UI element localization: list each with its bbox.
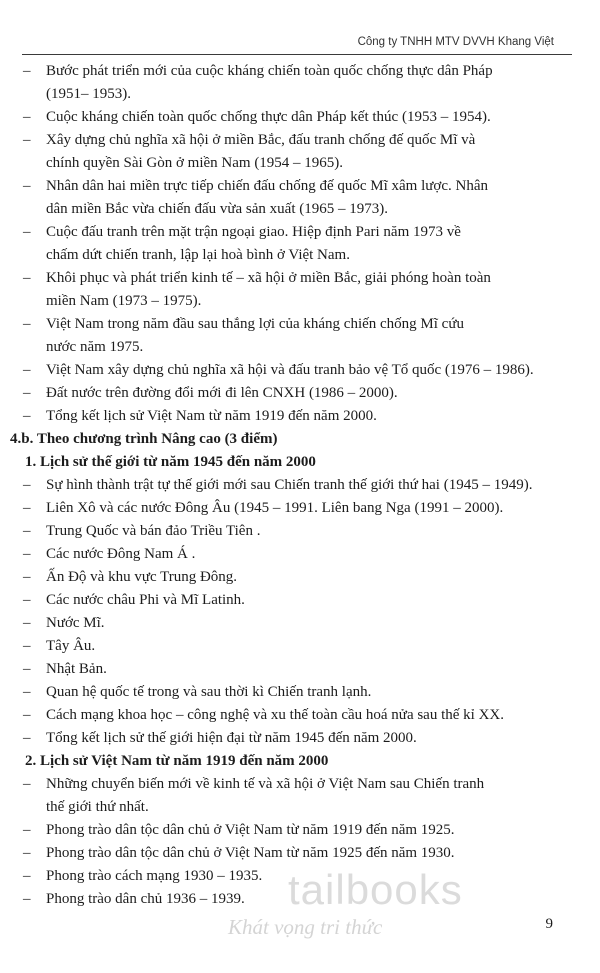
list-item-line	[0, 336, 600, 359]
heading-s2-line	[0, 750, 600, 773]
list-item-text: Khôi phục và phát triển kinh tế – xã hội ở miền Bắc, giải phóng hoàn toàn	[46, 270, 491, 286]
list-item-line	[0, 359, 600, 382]
watermark-brand: tailbooks	[288, 866, 463, 913]
heading-world-history: 1. Lịch sử thế giới từ năm 1945 đến năm 2000	[25, 454, 316, 470]
list-item-line	[0, 106, 600, 129]
bullet-dash: –	[23, 224, 31, 240]
bullet-dash: –	[23, 845, 31, 861]
bullet-dash: –	[23, 592, 31, 608]
bullet-dash: –	[23, 615, 31, 631]
bullet-dash: –	[23, 546, 31, 562]
list-item-text: Tổng kết lịch sử Việt Nam từ năm 1919 đến năm 2000.	[46, 408, 377, 424]
bullet-dash: –	[23, 477, 31, 493]
list-item-text: Việt Nam trong năm đầu sau thắng lợi của kháng chiến chống Mĩ cứu	[46, 316, 464, 332]
list-item-text: Sự hình thành trật tự thế giới mới sau Chiến tranh thế giới thứ hai (1945 – 1949).	[46, 477, 533, 493]
list-item-line	[0, 313, 600, 336]
list-item-line	[0, 129, 600, 152]
list-vietnam-history-standard	[0, 60, 600, 428]
header-rule	[22, 54, 572, 55]
list-item-line	[0, 60, 600, 83]
list-item-text: Cuộc đấu tranh trên mặt trận ngoại giao. Hiệp định Pari năm 1973 về	[46, 224, 461, 240]
list-item-continuation: miền Nam (1973 – 1975).	[46, 293, 202, 309]
list-item-line	[0, 290, 600, 313]
list-item-line	[0, 175, 600, 198]
list-world-history	[0, 474, 600, 750]
list-item-text: Các nước châu Phi và Mĩ Latinh.	[46, 592, 245, 608]
list-item-line	[0, 589, 600, 612]
bullet-dash: –	[23, 385, 31, 401]
list-item-line	[0, 658, 600, 681]
bullet-dash: –	[23, 362, 31, 378]
list-item-text: Ấn Độ và khu vực Trung Đông.	[46, 569, 238, 585]
heading-s1-line	[0, 451, 600, 474]
list-item-line	[0, 635, 600, 658]
list-item-text: Việt Nam xây dựng chủ nghĩa xã hội và đấu tranh bảo vệ Tổ quốc (1976 – 1986).	[46, 362, 534, 378]
list-item-text: Bước phát triển mới của cuộc kháng chiến toàn quốc chống thực dân Pháp	[46, 63, 493, 79]
list-item-line	[0, 543, 600, 566]
list-item-text: Đất nước trên đường đổi mới đi lên CNXH (1986 – 2000).	[46, 385, 398, 401]
list-item-text: Cách mạng khoa học – công nghệ và xu thế toàn cầu hoá nửa sau thế kỉ XX.	[46, 707, 504, 723]
list-item-line	[0, 497, 600, 520]
list-item-line	[0, 796, 600, 819]
bullet-dash: –	[23, 178, 31, 194]
list-item-text: Cuộc kháng chiến toàn quốc chống thực dân Pháp kết thúc (1953 – 1954).	[46, 109, 491, 125]
heading-vietnam-history: 2. Lịch sử Việt Nam từ năm 1919 đến năm 2000	[25, 753, 329, 769]
list-item-line	[0, 244, 600, 267]
list-item-line	[0, 704, 600, 727]
list-item-continuation: chính quyền Sài Gòn ở miền Nam (1954 – 1965).	[46, 155, 344, 171]
bullet-dash: –	[23, 822, 31, 838]
page-number: 9	[545, 916, 553, 932]
heading-4b-line	[0, 428, 600, 451]
list-item-continuation: thế giới thứ nhất.	[46, 799, 149, 815]
list-item-text: Trung Quốc và bán đảo Triều Tiên .	[46, 523, 261, 539]
list-item-line	[0, 773, 600, 796]
list-item-text: Xây dựng chủ nghĩa xã hội ở miền Bắc, đấu tranh chống đế quốc Mĩ và	[46, 132, 476, 148]
bullet-dash: –	[23, 891, 31, 907]
list-item-text: Những chuyển biến mới về kinh tế và xã hội ở Việt Nam sau Chiến tranh	[46, 776, 485, 792]
list-item-text: Phong trào dân tộc dân chủ ở Việt Nam từ năm 1925 đến năm 1930.	[46, 845, 455, 861]
bullet-dash: –	[23, 776, 31, 792]
bullet-dash: –	[23, 638, 31, 654]
list-item-line	[0, 566, 600, 589]
list-item-text: Nhân dân hai miền trực tiếp chiến đấu chống đế quốc Mĩ xâm lược. Nhân	[46, 178, 488, 194]
list-item-line	[0, 842, 600, 865]
bullet-dash: –	[23, 730, 31, 746]
list-item-text: Liên Xô và các nước Đông Âu (1945 – 1991. Liên bang Nga (1991 – 2000).	[46, 500, 504, 516]
list-item-text: Các nước Đông Nam Á .	[46, 546, 196, 562]
list-item-text: Nước Mĩ.	[46, 615, 105, 631]
list-item-text: Phong trào dân chủ 1936 – 1939.	[46, 891, 245, 907]
list-item-continuation: dân miền Bắc vừa chiến đấu vừa sản xuất (1965 – 1973).	[46, 201, 388, 217]
page-content	[0, 60, 600, 911]
bullet-dash: –	[23, 408, 31, 424]
bullet-dash: –	[23, 500, 31, 516]
list-item-line	[0, 727, 600, 750]
list-item-text: Tổng kết lịch sử thế giới hiện đại từ năm 1945 đến năm 2000.	[46, 730, 417, 746]
list-item-continuation: (1951– 1953).	[46, 86, 131, 102]
bullet-dash: –	[23, 868, 31, 884]
list-item-line	[0, 612, 600, 635]
list-item-line	[0, 198, 600, 221]
bullet-dash: –	[23, 270, 31, 286]
list-item-continuation: chấm dứt chiến tranh, lập lại hoà bình ở Việt Nam.	[46, 247, 350, 263]
bullet-dash: –	[23, 569, 31, 585]
list-item-text: Nhật Bản.	[46, 661, 107, 677]
list-item-line	[0, 267, 600, 290]
watermark-slogan: Khát vọng tri thức	[228, 915, 383, 939]
list-item-line	[0, 681, 600, 704]
bullet-dash: –	[23, 523, 31, 539]
list-item-text: Tây Âu.	[46, 638, 96, 654]
publisher-header: Công ty TNHH MTV DVVH Khang Việt	[357, 36, 554, 48]
list-item-text: Phong trào dân tộc dân chủ ở Việt Nam từ năm 1919 đến năm 1925.	[46, 822, 455, 838]
list-item-line	[0, 152, 600, 175]
bullet-dash: –	[23, 661, 31, 677]
bullet-dash: –	[23, 63, 31, 79]
list-item-line	[0, 83, 600, 106]
bullet-dash: –	[23, 109, 31, 125]
list-item-text: Quan hệ quốc tế trong và sau thời kì Chiến tranh lạnh.	[46, 684, 372, 700]
bullet-dash: –	[23, 132, 31, 148]
list-item-line	[0, 221, 600, 244]
list-item-text: Phong trào cách mạng 1930 – 1935.	[46, 868, 263, 884]
bullet-dash: –	[23, 707, 31, 723]
bullet-dash: –	[23, 316, 31, 332]
list-item-line	[0, 382, 600, 405]
list-item-line	[0, 520, 600, 543]
list-item-line	[0, 819, 600, 842]
list-item-line	[0, 405, 600, 428]
heading-4b: 4.b. Theo chương trình Nâng cao (3 điểm)	[10, 431, 278, 447]
list-item-line	[0, 474, 600, 497]
list-item-continuation: nước năm 1975.	[46, 339, 144, 355]
bullet-dash: –	[23, 684, 31, 700]
